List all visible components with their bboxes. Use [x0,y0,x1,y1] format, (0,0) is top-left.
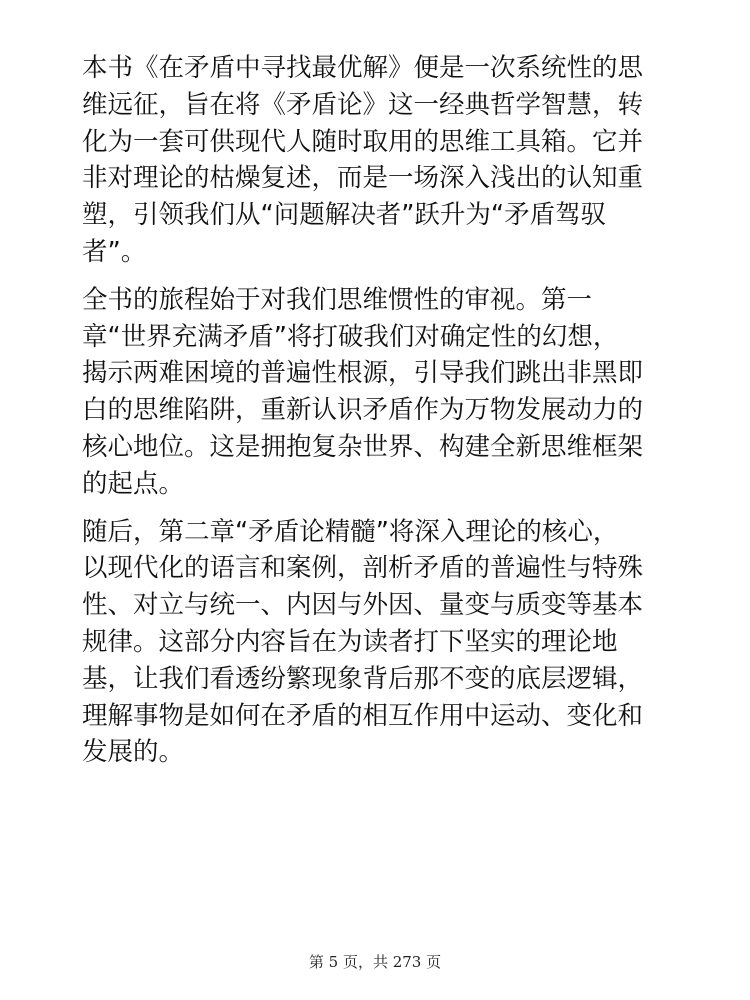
text-line: 化为一套可供现代人随时取用的思维工具箱。它并 [82,126,644,157]
text-line: 理解事物是如何在矛盾的相互作用中运动、变化和 [82,700,644,731]
text-line: 者”。 [82,236,147,267]
text-line: 规律。这部分内容旨在为读者打下坚实的理论地 [82,626,618,657]
text-line: 以现代化的语言和案例，剖析矛盾的普遍性与特殊 [82,553,644,584]
text-line: 白的思维陷阱，重新认识矛盾作为万物发展动力的 [82,395,644,426]
text-line: 性、对立与统一、内因与外因、量变与质变等基本 [82,590,644,621]
text-line: 发展的。 [82,737,185,768]
paragraph-1 [82,50,672,271]
text-line: 塑，引领我们从“问题解决者”跃升为“矛盾驾驭 [82,200,607,231]
text-line: 维远征，旨在将《矛盾论》这一经典哲学智慧，转 [82,89,644,120]
page-number: 第 5 页，共 273 页 [308,953,442,971]
paragraph-2 [82,282,672,503]
text-line: 全书的旅程始于对我们思维惯性的审视。第一 [82,284,593,315]
text-line: 的起点。 [82,468,185,499]
text-line: 揭示两难困境的普遍性根源，引导我们跳出非黑即 [82,358,644,389]
text-line: 基，让我们看透纷繁现象背后那不变的底层逻辑， [82,663,644,694]
paragraph-3 [82,514,672,772]
text-line: 随后，第二章“矛盾论精髓”将深入理论的核心， [82,516,619,547]
text-line: 章“世界充满矛盾”将打破我们对确定性的幻想， [82,321,619,352]
text-line: 核心地位。这是拥抱复杂世界、构建全新思维框架 [82,431,644,462]
document-body [82,50,672,771]
text-line: 本书《在矛盾中寻找最优解》便是一次系统性的思 [82,53,644,83]
text-line: 非对理论的枯燥复述，而是一场深入浅出的认知重 [82,163,644,194]
